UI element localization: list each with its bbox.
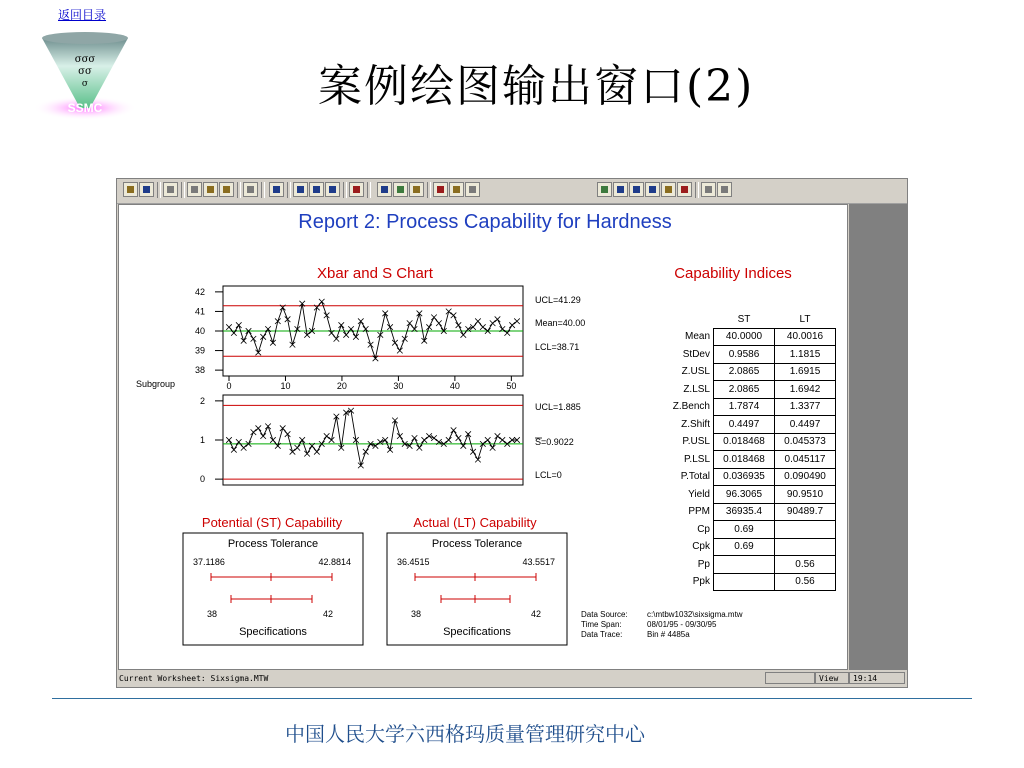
capability-lt-value: 0.56 [775, 556, 836, 574]
capability-row-label: PPM [688, 506, 710, 518]
capability-row [643, 486, 836, 504]
capability-st-value: 96.3065 [714, 486, 775, 504]
xbar-y-tick-label: 39 [194, 345, 205, 356]
footer-text: 中国人民大学六西格玛质量管理研究中心 [285, 722, 645, 746]
capability-indices-table [643, 311, 836, 591]
capability-row-label: Cp [697, 523, 710, 535]
potential-process-tolerance-label: Process Tolerance [227, 538, 319, 550]
capability-lt-value: 90489.7 [775, 503, 836, 521]
potential-spec-high: 42 [322, 609, 333, 619]
project-manager-icon[interactable] [661, 182, 676, 197]
edit-last-dialog-icon[interactable] [377, 182, 392, 197]
right-side-panel [849, 204, 907, 670]
capability-st-value: 0.69 [714, 521, 775, 539]
print-icon[interactable] [163, 182, 178, 197]
xbar-y-tick-label: 40 [194, 326, 205, 336]
actual-tol-low: 36.4515 [397, 557, 430, 567]
capability-row [643, 556, 836, 574]
cascade-windows-icon[interactable] [629, 182, 644, 197]
data-window-icon[interactable] [309, 182, 324, 197]
actual-capability-title: Actual (LT) Capability [413, 515, 537, 530]
stop-icon[interactable] [465, 182, 480, 197]
help-icon[interactable] [449, 182, 464, 197]
toolbar [117, 179, 907, 204]
actual-process-tolerance-label: Process Tolerance [431, 538, 523, 550]
status-blank-box [765, 672, 815, 684]
back-to-contents-link[interactable]: 返回目录 [58, 8, 107, 22]
capability-lt-value: 1.1815 [775, 346, 836, 364]
capability-lt-value: 0.56 [775, 573, 836, 591]
capability-st-value: 36935.4 [714, 503, 775, 521]
xbar-mean-label: Mean=40.00 [535, 318, 586, 328]
brush-icon[interactable] [393, 182, 408, 197]
xbar-lcl-label: LCL=38.71 [535, 342, 580, 352]
capability-lt-value: 0.4497 [775, 416, 836, 434]
capability-row-label: P.USL [682, 436, 710, 448]
capability-st-value: 0.9586 [714, 346, 775, 364]
paste-icon[interactable] [219, 182, 234, 197]
s-mean-label: S=0.9022 [535, 437, 574, 447]
s-y-tick-label: 0 [199, 474, 205, 485]
capability-st-value: 40.0000 [714, 328, 775, 346]
capability-row [643, 328, 836, 346]
capability-st-value: 2.0865 [714, 381, 775, 399]
potential-tol-high: 42.8814 [318, 557, 351, 567]
capability-row [643, 538, 836, 556]
capability-header-st: ST [737, 313, 751, 325]
capability-indices-title: Capability Indices [674, 265, 792, 282]
design-icon[interactable] [717, 182, 732, 197]
capability-st-value: 0.018468 [714, 451, 775, 469]
xbar-y-tick-label: 38 [194, 365, 205, 376]
subgroup-label: Subgroup [135, 379, 175, 389]
info-icon[interactable] [645, 182, 660, 197]
capability-row [643, 416, 836, 434]
capability-st-value: 1.7874 [714, 398, 775, 416]
data-trace-value: Bin # 4485a [647, 630, 690, 639]
report-title: Report 2: Process Capability for Hardness [298, 211, 672, 233]
s-y-tick-label: 1 [199, 435, 205, 445]
capability-st-value: 2.0865 [714, 363, 775, 381]
xbar-s-title: Xbar and S Chart [317, 265, 433, 282]
capability-row-label: Z.LSL [683, 383, 710, 395]
undo-icon[interactable] [243, 182, 258, 197]
capability-row [643, 381, 836, 399]
minitab-graph-window [116, 178, 908, 688]
capability-row-label: Z.Shift [681, 418, 710, 430]
capability-lt-value: 0.045373 [775, 433, 836, 451]
data-trace-label: Data Trace: [581, 630, 623, 639]
capability-row-label: Cpk [692, 541, 710, 553]
x-tick-label: 50 [506, 381, 517, 391]
data-source-value: c:\mtbw1032\sixsigma.mtw [647, 610, 743, 619]
cancel-icon[interactable] [433, 182, 448, 197]
capability-lt-value: 0.090490 [775, 468, 836, 486]
capability-lt-value: 1.3377 [775, 398, 836, 416]
time-span-value: 08/01/95 - 09/30/95 [647, 620, 717, 629]
info-window-icon[interactable] [325, 182, 340, 197]
x-tick-label: 10 [280, 381, 291, 391]
actual-spec-low: 38 [411, 609, 422, 619]
svg-text:σσσ: σσσ [74, 54, 96, 65]
capability-st-value: 0.036935 [714, 468, 775, 486]
xbar-y-tick-label: 42 [194, 286, 205, 297]
xbar-ucl-label: UCL=41.29 [535, 295, 581, 305]
x-tick-label: 40 [449, 381, 460, 391]
capability-row [643, 363, 836, 381]
slide-title: 案例绘图输出窗口(2) [318, 61, 755, 112]
session-window-icon[interactable] [269, 182, 284, 197]
capability-row-label: P.Total [680, 471, 710, 483]
worksheet-icon[interactable] [293, 182, 308, 197]
capability-row-label: Ppk [692, 576, 710, 588]
s-plot-frame [223, 395, 523, 485]
capability-row [643, 433, 836, 451]
related-documents-icon[interactable] [701, 182, 716, 197]
x-tick-label: 30 [393, 381, 404, 391]
capability-lt-value: 1.6942 [775, 381, 836, 399]
time-span-label: Time Span: [581, 620, 622, 629]
capability-row [643, 451, 836, 469]
capability-lt-value: 1.6915 [775, 363, 836, 381]
capability-row [643, 398, 836, 416]
s-lcl-label: LCL=0 [535, 470, 562, 480]
copy-icon[interactable] [203, 182, 218, 197]
capability-lt-value: 40.0016 [775, 328, 836, 346]
status-bar [117, 671, 907, 687]
graph-manager-icon[interactable] [349, 182, 364, 197]
new-graph-icon[interactable] [597, 182, 612, 197]
x-tick-label: 20 [336, 381, 347, 391]
capability-row-label: Yield [688, 488, 710, 500]
open-icon[interactable] [123, 182, 138, 197]
capability-row-label: StDev [682, 348, 710, 360]
capability-st-value: 0.4497 [714, 416, 775, 434]
data-source-label: Data Source: [581, 610, 628, 619]
ssmc-logo [30, 28, 140, 123]
capability-row-label: Z.Bench [672, 401, 710, 413]
capability-row [643, 573, 836, 591]
capability-row-label: Pp [697, 558, 710, 570]
capability-st-value: 0.69 [714, 538, 775, 556]
logo-text: SSMC [67, 101, 103, 115]
capability-header-lt: LT [799, 313, 811, 325]
report-pad-icon[interactable] [677, 182, 692, 197]
capability-row [643, 346, 836, 364]
actual-spec-high: 42 [530, 609, 541, 619]
potential-tol-low: 37.1186 [193, 557, 225, 567]
capability-row [643, 468, 836, 486]
save-icon[interactable] [139, 182, 154, 197]
capability-row [643, 521, 836, 539]
capability-st-value [714, 573, 775, 591]
pencil-icon[interactable] [409, 182, 424, 197]
capability-lt-value [775, 538, 836, 556]
svg-text:σ: σ [81, 79, 89, 89]
x-tick-label: 0 [226, 381, 232, 391]
capability-lt-value [775, 521, 836, 539]
svg-text:σσ: σσ [78, 66, 92, 77]
graph-canvas [118, 204, 848, 670]
actual-tol-high: 43.5517 [522, 557, 555, 567]
current-worksheet-status: Current Worksheet: Sixsigma.MTW [119, 674, 269, 683]
s-ucl-label: UCL=1.885 [535, 402, 581, 412]
capability-row-label: P.LSL [684, 453, 710, 465]
xbar-y-tick-label: 41 [194, 306, 205, 317]
s-y-tick-label: 2 [199, 395, 205, 406]
potential-specifications-label: Specifications [239, 626, 307, 638]
capability-row-label: Z.USL [681, 366, 710, 378]
view-status: View [815, 672, 849, 684]
capability-lt-value: 90.9510 [775, 486, 836, 504]
potential-capability-title: Potential (ST) Capability [201, 515, 343, 530]
tile-windows-icon[interactable] [613, 182, 628, 197]
time-status: 19:14 [849, 672, 905, 684]
potential-spec-low: 38 [207, 609, 218, 619]
capability-st-value: 0.018468 [714, 433, 775, 451]
actual-specifications-label: Specifications [443, 626, 511, 638]
footer-divider [52, 698, 972, 699]
cut-icon[interactable] [187, 182, 202, 197]
capability-lt-value: 0.045117 [775, 451, 836, 469]
capability-st-value [714, 556, 775, 574]
capability-row-label: Mean [684, 331, 710, 343]
capability-row [643, 503, 836, 521]
